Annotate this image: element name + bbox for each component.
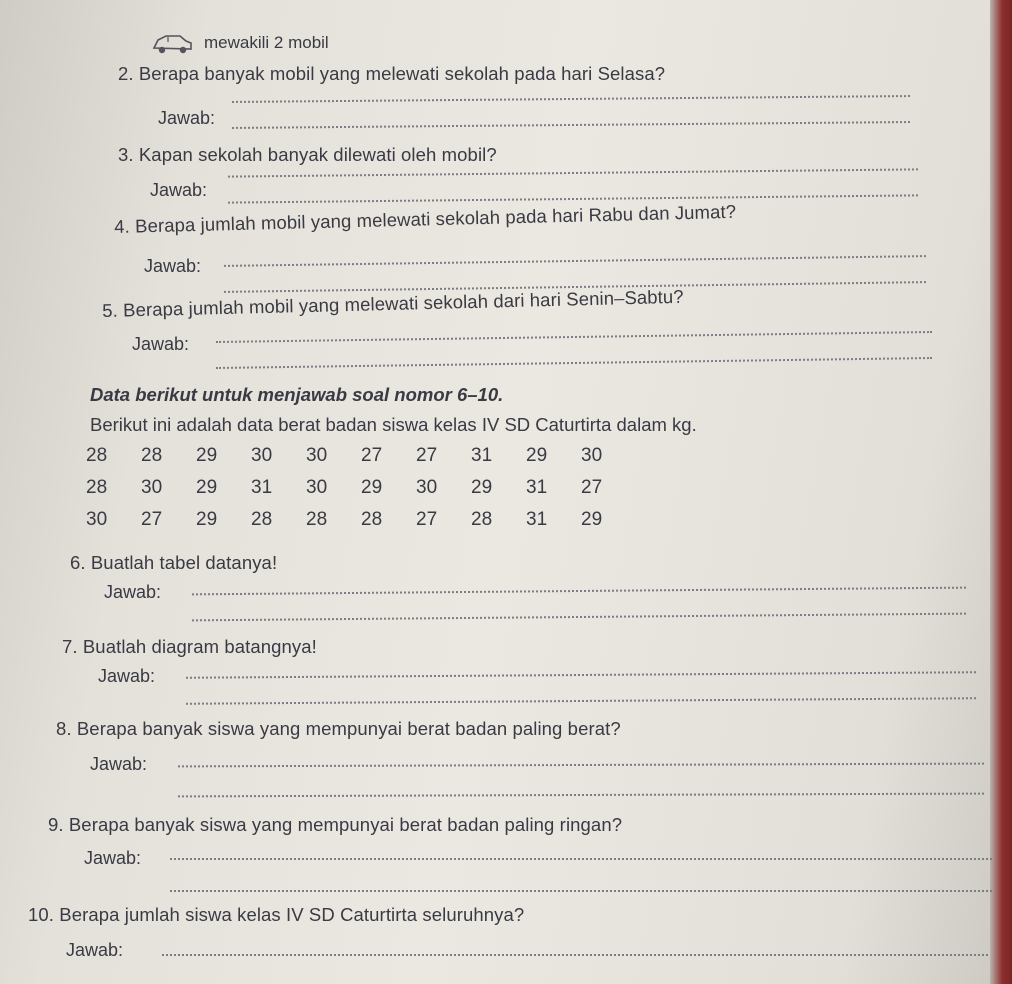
answer-line-9a[interactable] (170, 858, 992, 860)
weight-value: 30 (581, 445, 603, 466)
weight-value: 30 (86, 509, 108, 530)
weight-value: 29 (471, 477, 493, 498)
weight-value: 29 (361, 477, 383, 498)
answer-label-2: Jawab: (158, 108, 216, 128)
weight-value: 29 (581, 509, 603, 530)
answer-label-10: Jawab: (66, 940, 124, 960)
answer-line-3a[interactable] (228, 168, 918, 177)
question-10: 10. Berapa jumlah siswa kelas IV SD Caturtirta seluruhnya? (28, 904, 525, 925)
answer-line-8a[interactable] (178, 763, 984, 768)
question-4: 4. Berapa jumlah mobil yang melewati sekolah pada hari Rabu dan Jumat? (114, 200, 737, 237)
answer-line-7b[interactable] (186, 697, 976, 705)
question-5: 5. Berapa jumlah mobil yang melewati sekolah dari hari Senin–Sabtu? (102, 285, 684, 321)
answer-label-4: Jawab: (144, 256, 202, 276)
weight-value: 31 (526, 477, 548, 498)
answer-line-3b[interactable] (228, 194, 918, 203)
weight-value: 30 (141, 477, 163, 498)
answer-label-8: Jawab: (90, 754, 148, 774)
data-intro: Berikut ini adalah data berat badan siswa kelas IV SD Caturtirta dalam kg. (90, 414, 697, 435)
weight-value: 28 (86, 477, 108, 498)
answer-line-10a[interactable] (162, 954, 988, 956)
answer-label-5: Jawab: (132, 334, 190, 354)
question-6: 6. Buatlah tabel datanya! (70, 552, 278, 573)
weight-value: 27 (416, 445, 438, 466)
answer-line-5a[interactable] (216, 331, 932, 343)
weight-value: 28 (141, 445, 163, 466)
weight-value: 31 (526, 509, 548, 530)
weight-value: 27 (141, 509, 163, 530)
weight-data-grid (86, 444, 636, 532)
question-7: 7. Buatlah diagram batangnya! (62, 636, 317, 657)
weight-value: 29 (196, 509, 218, 530)
book-edge (990, 0, 1012, 984)
answer-line-6b[interactable] (192, 613, 966, 622)
answer-line-2a[interactable] (232, 95, 910, 103)
car-icon (150, 30, 194, 56)
question-3: 3. Kapan sekolah banyak dilewati oleh mobil? (118, 144, 497, 165)
weight-value: 28 (251, 509, 273, 530)
weight-value: 29 (196, 445, 218, 466)
answer-label-7: Jawab: (98, 666, 156, 686)
weight-value: 28 (306, 509, 328, 530)
weight-value: 30 (306, 445, 328, 466)
weight-value: 28 (471, 509, 493, 530)
weight-value: 31 (471, 445, 493, 466)
question-9: 9. Berapa banyak siswa yang mempunyai berat badan paling ringan? (48, 814, 623, 835)
legend (150, 30, 329, 56)
weight-value: 31 (251, 477, 273, 498)
answer-line-6a[interactable] (192, 587, 966, 596)
weight-value: 30 (306, 477, 328, 498)
answer-label-9: Jawab: (84, 848, 142, 868)
answer-line-5b[interactable] (216, 357, 932, 369)
answer-line-8b[interactable] (178, 793, 984, 798)
answer-line-4a[interactable] (224, 255, 926, 267)
weight-value: 29 (196, 477, 218, 498)
answer-label-3: Jawab: (150, 180, 208, 200)
weight-value: 30 (416, 477, 438, 498)
answer-line-7a[interactable] (186, 671, 976, 679)
weight-value: 29 (526, 445, 548, 466)
section-title: Data berikut untuk menjawab soal nomor 6–10. (90, 384, 504, 405)
weight-value: 28 (86, 445, 108, 466)
answer-label-6: Jawab: (104, 582, 162, 602)
weight-value: 27 (581, 477, 603, 498)
legend-text: mewakili 2 mobil (204, 33, 329, 52)
weight-value: 28 (361, 509, 383, 530)
answer-line-2b[interactable] (232, 121, 910, 129)
weight-value: 27 (416, 509, 438, 530)
question-8: 8. Berapa banyak siswa yang mempunyai berat badan paling berat? (56, 718, 621, 739)
question-2: 2. Berapa banyak mobil yang melewati sekolah pada hari Selasa? (118, 63, 666, 84)
weight-value: 27 (361, 445, 383, 466)
weight-value: 30 (251, 445, 273, 466)
answer-line-9b[interactable] (170, 890, 992, 892)
